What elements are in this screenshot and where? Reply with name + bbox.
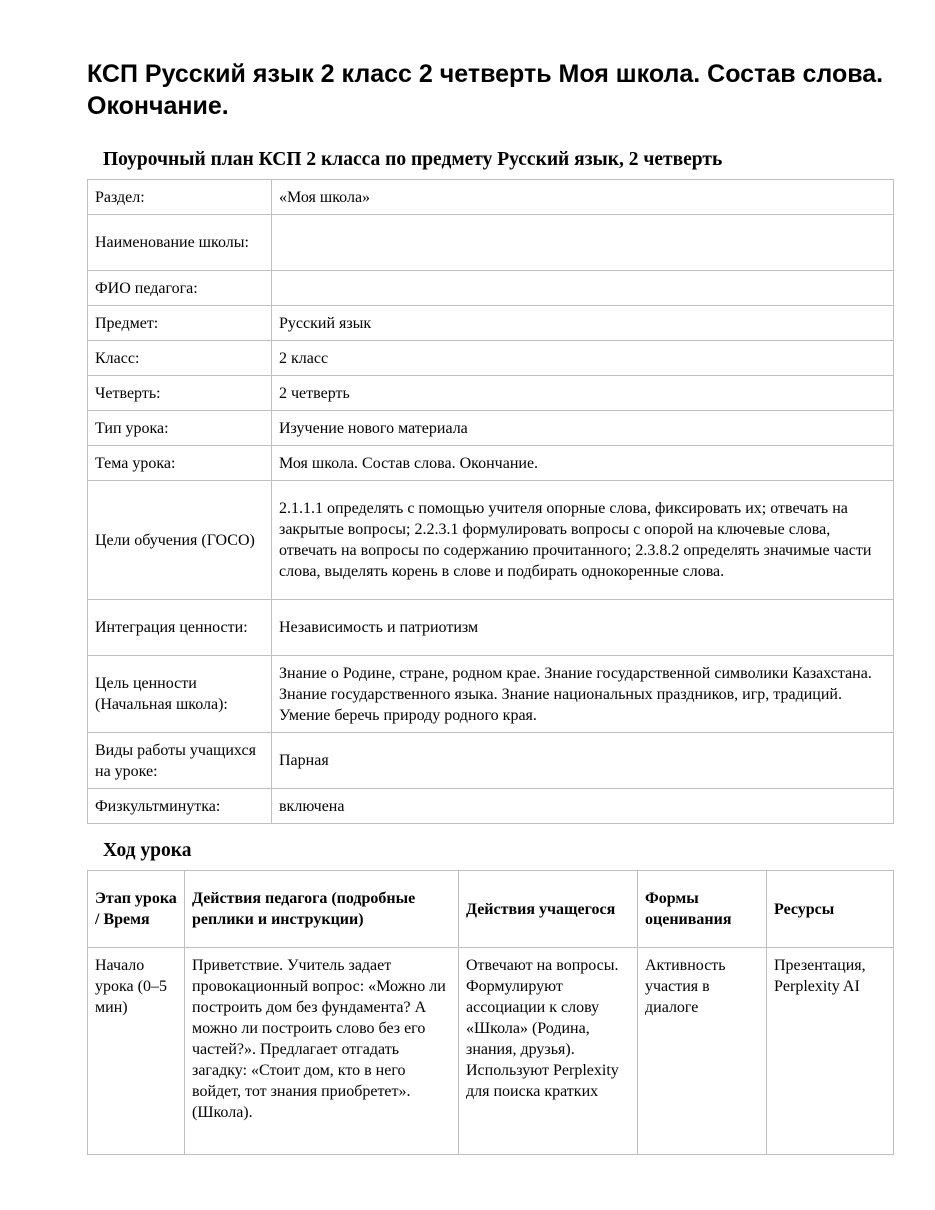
table-row xyxy=(88,376,894,411)
table-row xyxy=(88,215,894,271)
cell-assessment: Активность участия в диалоге xyxy=(638,948,767,1155)
cell-teacher-actions: Приветствие. Учитель задает провокационный вопрос: «Можно ли построить дом без фундамента? А можно ли построить слово без его частей?». Предлагает отгадать загадку: «Стоит дом, кто в него войдет, тот знания приобретет». (Школа). xyxy=(185,948,459,1155)
lesson-flow-table xyxy=(87,870,894,1155)
cell-stage: Начало урока (0–5 мин) xyxy=(88,948,185,1155)
info-label-value-goal: Цель ценности (Начальная школа): xyxy=(88,656,272,733)
info-label-school: Наименование школы: xyxy=(88,215,272,271)
table-row xyxy=(88,600,894,656)
info-label-lesson-type: Тип урока: xyxy=(88,411,272,446)
info-label-subject: Предмет: xyxy=(88,306,272,341)
info-value-subject: Русский язык xyxy=(272,306,894,341)
info-value-work-types: Парная xyxy=(272,733,894,789)
table-row xyxy=(88,789,894,824)
table-row xyxy=(88,656,894,733)
info-value-section: «Моя школа» xyxy=(272,180,894,215)
table-header-row xyxy=(88,871,894,948)
info-value-teacher xyxy=(272,271,894,306)
table-row xyxy=(88,271,894,306)
header-resources: Ресурсы xyxy=(767,871,894,948)
table-row xyxy=(88,341,894,376)
lesson-flow-title: Ход урока xyxy=(103,840,192,861)
header-stage: Этап урока / Время xyxy=(88,871,185,948)
info-label-values: Интеграция ценности: xyxy=(88,600,272,656)
info-label-topic: Тема урока: xyxy=(88,446,272,481)
info-value-lesson-type: Изучение нового материала xyxy=(272,411,894,446)
header-student-actions: Действия учащегося xyxy=(459,871,638,948)
info-label-work-types: Виды работы учащихся на уроке: xyxy=(88,733,272,789)
info-value-pe-break: включена xyxy=(272,789,894,824)
info-value-quarter: 2 четверть xyxy=(272,376,894,411)
info-value-topic: Моя школа. Состав слова. Окончание. xyxy=(272,446,894,481)
table-row xyxy=(88,446,894,481)
table-row xyxy=(88,733,894,789)
info-value-school xyxy=(272,215,894,271)
info-value-grade: 2 класс xyxy=(272,341,894,376)
header-assessment: Формы оценивания xyxy=(638,871,767,948)
table-row xyxy=(88,481,894,600)
info-value-value-goal: Знание о Родине, стране, родном крае. Знание государственной символики Казахстана. Знание государственного языка. Знание национальных праздников, игр, традиций. Умение беречь природу родного края. xyxy=(272,656,894,733)
info-label-grade: Класс: xyxy=(88,341,272,376)
cell-resources: Презентация, Perplexity AI xyxy=(767,948,894,1155)
lesson-info-table xyxy=(87,179,894,824)
info-label-section: Раздел: xyxy=(88,180,272,215)
table-row xyxy=(88,306,894,341)
table-row xyxy=(88,948,894,1155)
table-row xyxy=(88,411,894,446)
table-row xyxy=(88,180,894,215)
plan-title: Поурочный план КСП 2 класса по предмету Русский язык, 2 четверть xyxy=(103,149,723,170)
cell-student-actions: Отвечают на вопросы. Формулируют ассоциации к слову «Школа» (Родина, знания, друзья). Используют Perplexity для поиска кратких xyxy=(459,948,638,1155)
info-label-learning-goals: Цели обучения (ГОСО) xyxy=(88,481,272,600)
header-teacher-actions: Действия педагога (подробные реплики и инструкции) xyxy=(185,871,459,948)
info-value-learning-goals: 2.1.1.1 определять с помощью учителя опорные слова, фиксировать их; отвечать на закрытые вопросы; 2.2.3.1 формулировать вопросы с опорой на ключевые слова, отвечать на вопросы по содержанию прочитанного; 2.3.8.2 определять значимые части слова, выделять корень в слове и подбирать однокоренные слова. xyxy=(272,481,894,600)
info-label-quarter: Четверть: xyxy=(88,376,272,411)
info-value-values: Независимость и патриотизм xyxy=(272,600,894,656)
info-label-teacher: ФИО педагога: xyxy=(88,271,272,306)
info-label-pe-break: Физкультминутка: xyxy=(88,789,272,824)
document-title: КСП Русский язык 2 класс 2 четверть Моя школа. Состав слова. Окончание. xyxy=(87,60,884,120)
